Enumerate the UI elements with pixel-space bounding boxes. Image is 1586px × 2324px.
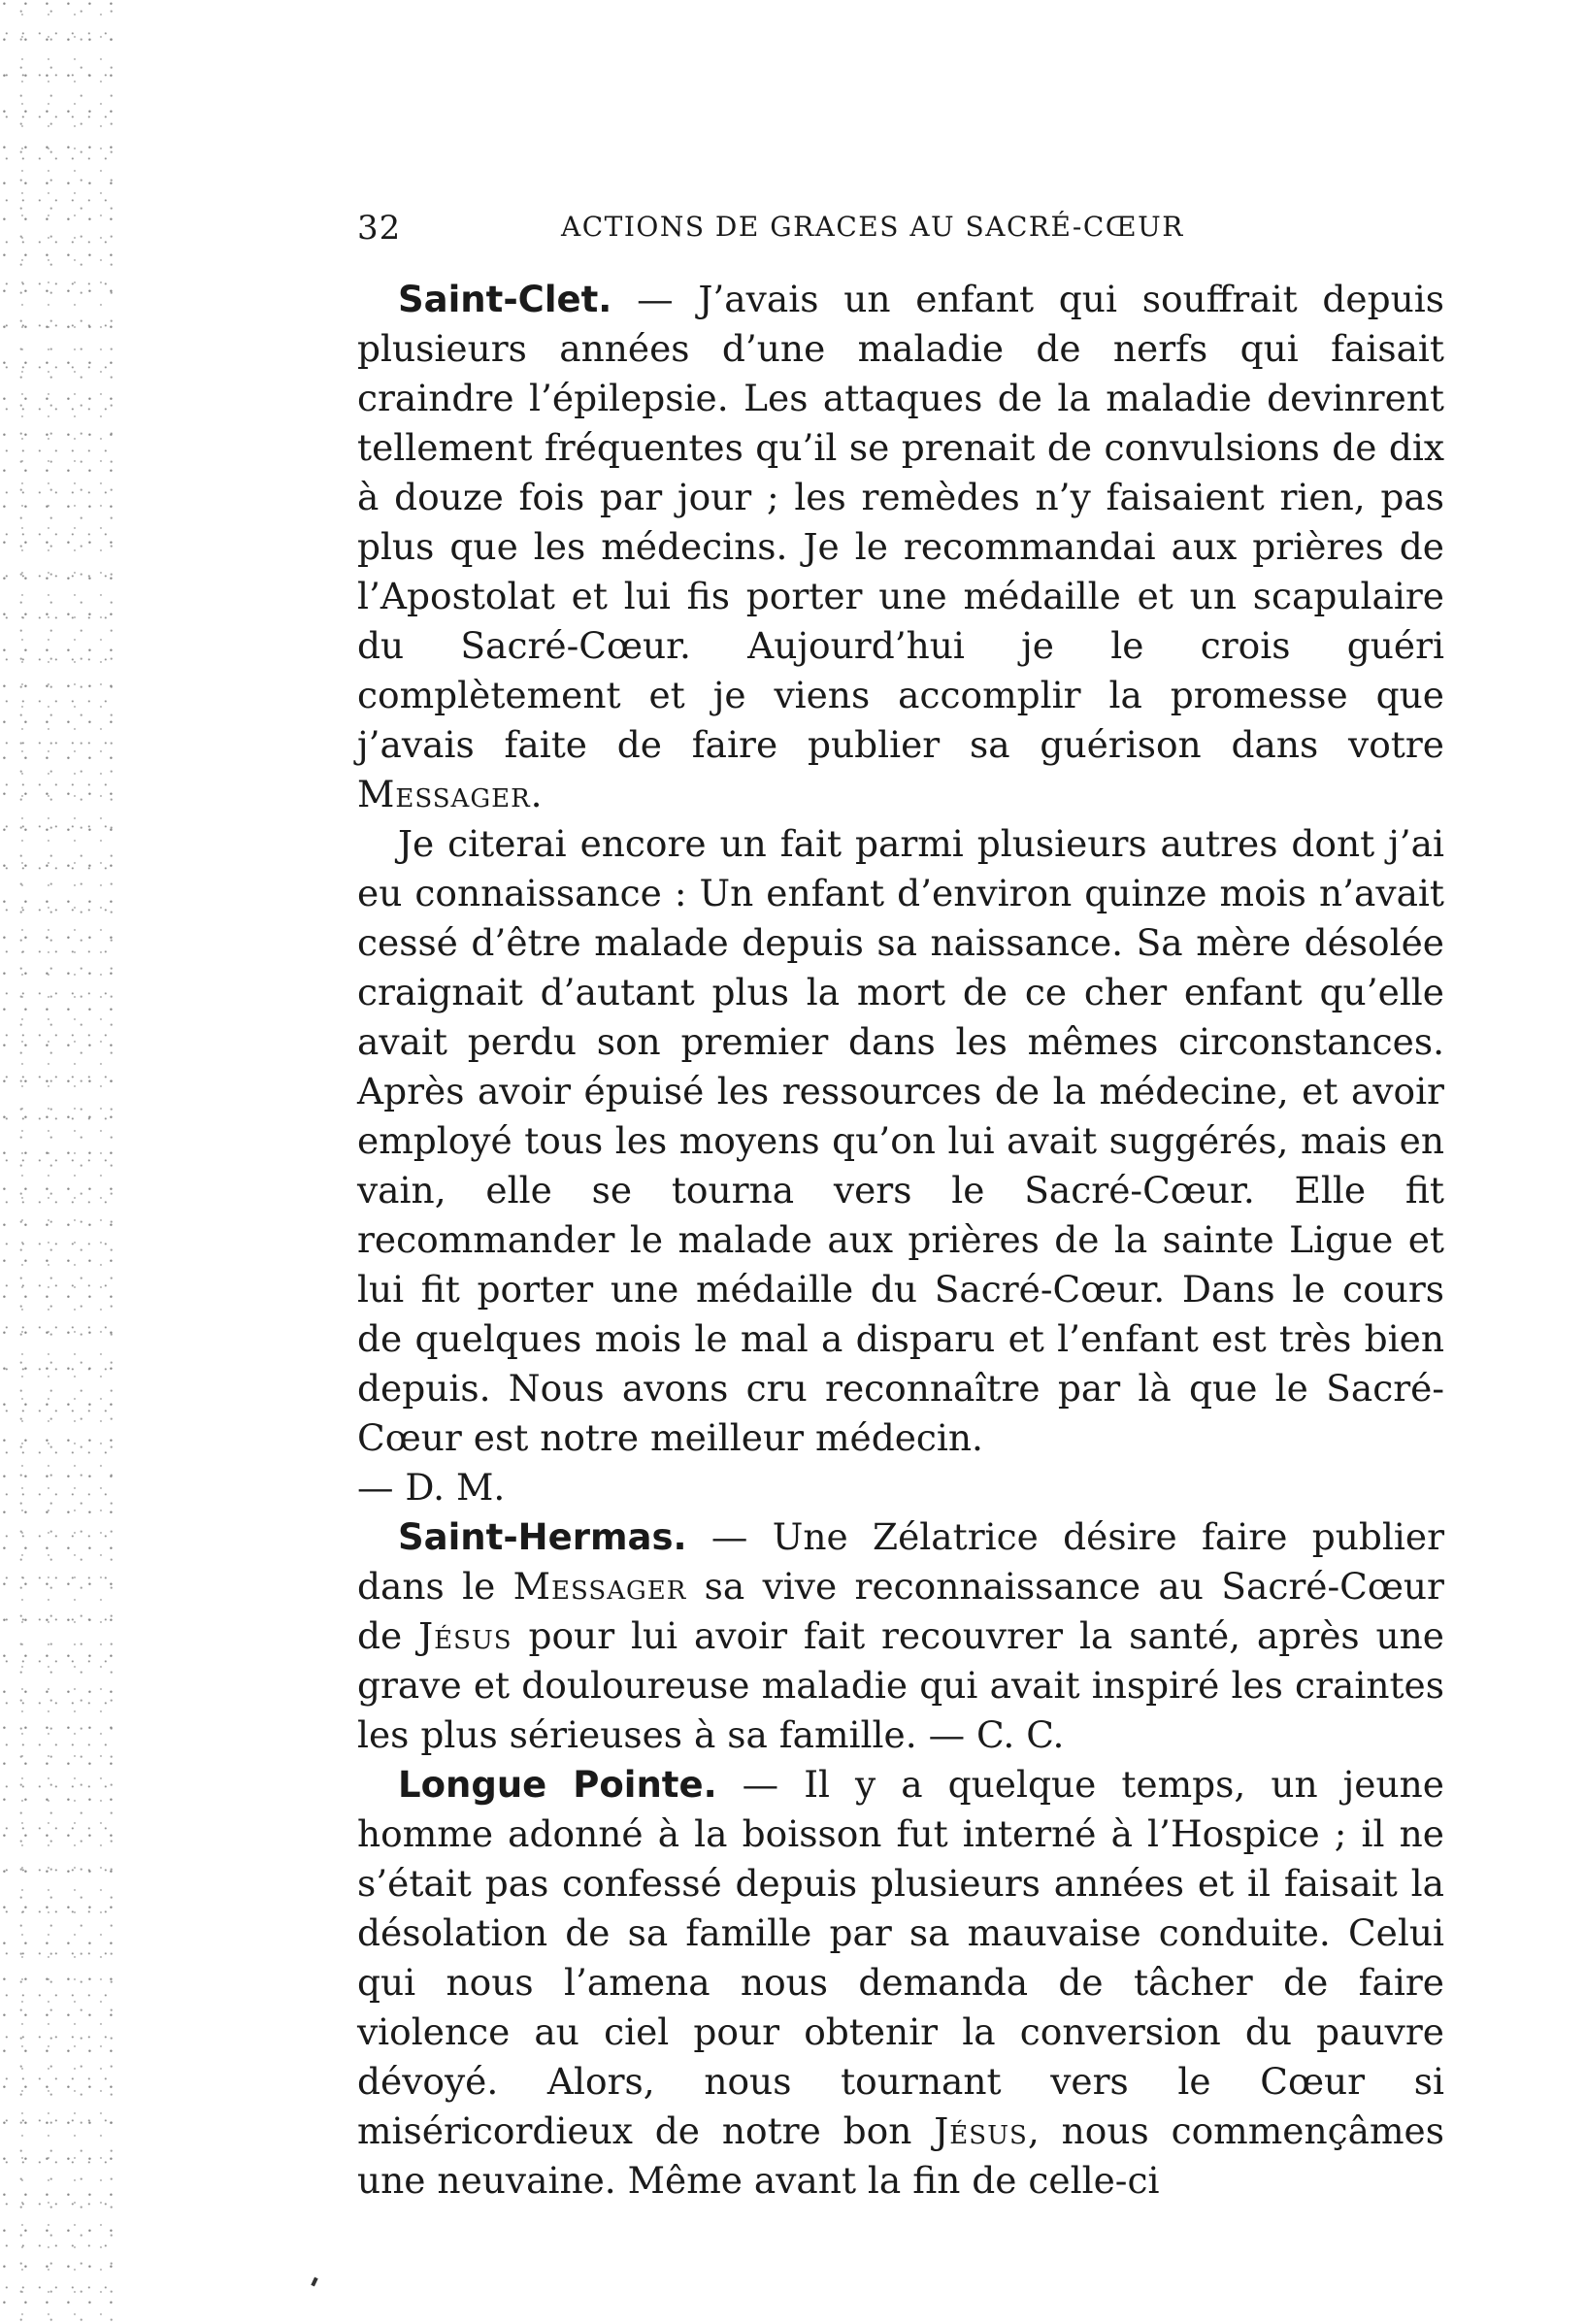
entry-longue-pointe	[357, 1760, 1444, 2206]
saint-clet-text-1: — J’avais un enfant qui souffrait depuis plusieurs années d’une maladie de nerfs qui faisait craindre l’épilepsie. Les attaques de la maladie devinrent tellement fréquentes qu’il se prenait de convulsions de dix à douze fois par jour ; les remèdes n’y faisaient rien, pas plus que les médecins. Je le recommandai aux prières de l’Apostolat et lui fis porter une médaille et un scapulaire du Sacré-Cœur. Aujourd’hui je le crois guéri complètement et je viens accomplir la promesse que j’avais faite de faire publier sa guérison dans votre	[357, 278, 1444, 766]
saint-hermas-text-3: pour lui avoir fait recouvrer la santé, après une grave et douloureuse maladie qui avait inspiré les craintes les plus sérieuses à sa famille. — C. C.	[357, 1614, 1444, 1756]
page-body	[357, 275, 1444, 2206]
messager-title: Messager	[357, 773, 531, 815]
stray-ink-mark	[311, 2277, 317, 2287]
scan-edge-noise	[0, 0, 116, 2324]
messager-title: Messager	[512, 1565, 687, 1608]
signature-dm: — D. M.	[357, 1466, 506, 1509]
saint-hermas-text-1: — Une Zélatrice désire faire publier dans le	[357, 1515, 1444, 1608]
longue-pointe-text-1: — Il y a quelque temps, un jeune homme adonné à la boisson fut interné à l’Hospice ; il ne s’était pas confessé depuis plusieurs années et il faisait la désolation de sa famille par sa mauvaise conduite. Celui qui nous l’amena nous demanda de tâcher de faire violence au ciel pour obtenir la conversion du pauvre dévoyé. Alors, nous tournant vers le Cœur si miséricordieux de notre bon	[357, 1763, 1444, 2152]
place-heading-saint-hermas: Saint-Hermas.	[398, 1516, 687, 1558]
saint-clet-text-1-end: .	[530, 773, 543, 815]
jesus-name: Jésus	[418, 1614, 512, 1657]
page-number: 32	[357, 209, 402, 248]
jesus-name: Jésus	[934, 2109, 1028, 2152]
place-heading-longue-pointe: Longue Pointe.	[398, 1764, 717, 1806]
entry-saint-hermas	[357, 1512, 1444, 1760]
book-page	[357, 189, 1444, 2206]
running-head	[357, 189, 1444, 248]
entry-saint-clet-paragraph-2	[357, 819, 1444, 1463]
longue-pointe-text-2: , nous commençâmes une neuvaine. Même avant la fin de celle-ci	[357, 2109, 1444, 2202]
place-heading-saint-clet: Saint-Clet.	[398, 279, 612, 320]
entry-saint-clet-paragraph-1	[357, 275, 1444, 819]
running-head-title: ACTIONS DE GRACES AU SACRÉ-CŒUR	[561, 211, 1184, 243]
saint-hermas-text-2: sa vive reconnaissance au Sacré-Cœur de	[357, 1565, 1444, 1657]
saint-clet-text-2: Je citerai encore un fait parmi plusieurs autres dont j’ai eu connaissance : Un enfant d’environ quinze mois n’avait cessé d’être malade depuis sa naissance. Sa mère désolée craignait d’autant plus la mort de ce cher enfant qu’elle avait perdu son premier dans les mêmes circonstances. Après avoir épuisé les ressources de la médecine, et avoir employé tous les moyens qu’on lui avait suggérés, mais en vain, elle se tourna vers le Sacré-Cœur. Elle fit recommander le malade aux prières de la sainte Ligue et lui fit porter une médaille du Sacré-Cœur. Dans le cours de quelques mois le mal a disparu et l’enfant est très bien depuis. Nous avons cru reconnaître par là que le Sacré-Cœur est notre meilleur médecin.	[357, 822, 1444, 1459]
